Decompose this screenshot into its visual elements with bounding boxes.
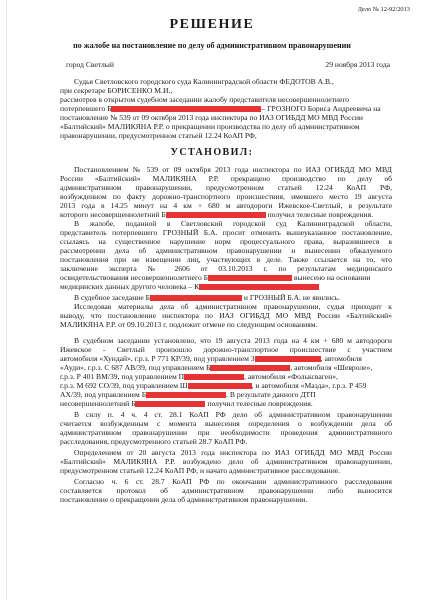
document-city: город Светлый <box>66 61 114 69</box>
case-number: Дело № 12-92/2013 <box>357 6 410 13</box>
redaction-bar <box>150 295 242 301</box>
document-subtitle: по жалобе на постановление по делу об административном правонарушении <box>73 41 351 50</box>
section-heading: УСТАНОВИЛ: <box>170 147 254 158</box>
text-fragment: , автомобиля «Фольксваген», <box>244 373 338 381</box>
body-line: 2013 года в 14.25 минут на 4 км + 680 м автодороги Ижевское-Светлый, в результате <box>60 202 392 210</box>
redaction-bar <box>210 365 290 371</box>
body-line: России «Балтийский» МАЛИКЯНА Р.Р. прекращено производство по делу об <box>60 175 392 183</box>
page-edge-shadow <box>6 0 7 600</box>
body-line: Постановлением № 539 от 09 октября 2013 года инспектора по ИАЗ ОГИБДД МО МВД <box>74 166 392 174</box>
body-line-redacted <box>60 391 392 399</box>
text-fragment: освидетельствования несовершеннолетнего Б <box>60 274 209 282</box>
body-line: административном правонарушении при необходимости проведения административного <box>60 429 392 437</box>
body-line: постановление № 539 от 09 октября 2013 года инспектора по ИАЗ ОГИБДД МО МВД России <box>60 114 363 122</box>
text-fragment: которого несовершеннолетний Б <box>60 211 166 219</box>
body-line: административном правонарушении, предусмотренном статьей 12.24 КоАП РФ, <box>60 184 392 192</box>
redaction-bar <box>166 212 266 218</box>
text-fragment: и ГРОЗНЫЙ Б.А. не явились. <box>243 294 340 302</box>
text-fragment: медицинских данных другого человека – К <box>60 283 200 291</box>
body-line: расследования, предусмотренного статьей 28.7 КоАП РФ. <box>60 438 248 446</box>
text-fragment: г.р.з. М 692 СО/39, под управлением Ш <box>60 382 188 390</box>
body-line: постановления при не извещении лиц, участвующих в деле. Также ссылается на то, что <box>60 256 392 264</box>
body-line: В судебном заседании установлено, что 19 августа 2013 года на 4 км + 680 м автодороги <box>74 337 392 345</box>
body-line: правонарушении, предусмотренном статьей 12.24 КоАП РФ, <box>60 132 257 140</box>
body-line: Определением от 20 августа 2013 года инспектора по ИАЗ ОГИБДД МО МВД России <box>74 449 392 457</box>
body-line: В силу п. 4 ч. 4 ст. 28.1 КоАП РФ дело об административном правонарушении <box>74 411 392 419</box>
text-fragment: вынесено на основании <box>293 274 371 282</box>
text-fragment: . В результате данного ДТП <box>226 391 316 399</box>
redaction-bar <box>208 275 292 281</box>
text-fragment: «Ауди», г.р.з. С 687 АВ/39, под управлением Б <box>60 364 211 372</box>
text-fragment: , автомобиля «Шевроле», <box>290 364 373 372</box>
body-line-redacted <box>60 283 392 291</box>
body-line: «Балтийский» МАЛИКЯНА Р.Р. возбуждено дело об административном правонарушении, <box>60 458 392 466</box>
text-fragment: получил телесные повреждения. <box>267 211 373 219</box>
body-line: МАЛИКЯНА Р.Р. от 09.10.2013 г. подлежит отмене по следующим основаниям. <box>60 321 318 329</box>
text-fragment: потерпевшего Б <box>60 105 112 113</box>
text-fragment: получил телесные повреждения. <box>207 400 313 408</box>
text-fragment: , автомобиля <box>320 355 362 363</box>
body-line: возбужденном по факту дорожно-транспортного происшествия, имевшего место 19 августа <box>60 193 392 201</box>
body-line: считается возбужденным с момента вынесения определения о возбуждении дела об <box>60 420 392 428</box>
redaction-bar <box>188 383 252 389</box>
body-line-redacted <box>60 364 392 372</box>
body-line: постановление о прекращении дела об административном правонарушении. <box>60 496 308 504</box>
body-line: составляется протокол об административном правонарушении либо выносится <box>60 487 392 495</box>
text-fragment: несовершеннолетний Б <box>60 400 136 408</box>
redaction-bar <box>184 374 244 380</box>
text-fragment: автомобиля «Хундай», г.р.з. Р 771 КР/39, под управлением З <box>60 355 255 363</box>
body-line: рассмотрении дела об административном правонарушении и вынесении обжалуемого <box>60 247 392 255</box>
body-line: Ижевское - Светлый произошло дорожно-транспортное происшествие с участием <box>60 346 392 354</box>
redaction-bar <box>146 392 226 398</box>
body-line-redacted <box>60 373 392 381</box>
body-line: В жалобе, поданной в Светловский городской суд Калининградской области, <box>74 220 392 228</box>
body-line: Согласно ч. 6 ст. 28.7 КоАП РФ по окончании административного расследования <box>74 478 392 486</box>
text-fragment: АХ/39, под управлением Б <box>60 391 147 399</box>
body-line: «Балтийский» МАЛИКЯНА Р.Р. о прекращении производства по делу об административном <box>60 123 360 131</box>
text-fragment: В судебное заседание Б <box>74 294 150 302</box>
body-line: Судья Светловского городского суда Калининградской области ФЕДОТОВ А.В., <box>74 78 334 86</box>
document-date: 29 ноября 2013 года <box>325 61 390 69</box>
body-line-redacted <box>60 274 392 282</box>
body-line: Исследовав материалы дела об административном правонарушении, судья приходит к <box>74 303 392 311</box>
body-line: ссылаясь на существенное нарушение норм процессуального права, выразившееся в <box>60 238 392 246</box>
document-title: РЕШЕНИЕ <box>169 17 255 32</box>
redaction-bar <box>199 284 319 290</box>
redaction-bar <box>135 401 205 407</box>
body-line-redacted <box>60 355 392 363</box>
body-line-redacted <box>60 400 392 408</box>
body-line-redacted <box>60 211 392 219</box>
text-fragment: г.р.з. Р 401 ВМ/39, под управлением П <box>60 373 185 381</box>
body-line-redacted <box>74 294 392 302</box>
body-line: рассмотрев в открытом судебном заседании жалобу представителя несовершеннолетнего <box>60 96 350 104</box>
text-fragment: , и автомобиля «Мазда», г.р.з. Р 459 <box>251 382 367 390</box>
body-line: при секретаре БОРИСЕНКО М.И., <box>60 87 173 95</box>
redaction-bar <box>255 356 321 362</box>
redaction-bar <box>111 106 261 112</box>
body-line: представитель потерпевшего ГРОЗНЫЙ Б.А. просит отменить вышеуказанное постановление, <box>60 229 392 237</box>
body-line: заключение эксперта № 2606 от 03.10.2013 г. по результатам медицинского <box>60 265 392 273</box>
body-line: предусмотренном статьей 12.24 КоАП РФ, и начато административное расследование. <box>60 467 341 475</box>
body-line: выводу, что постановление инспектора по ИАЗ ОГИБДД МО МВД России «Балтийский» <box>60 312 392 320</box>
text-fragment: – ГРОЗНОГО Бориса Андреевича на <box>261 105 381 113</box>
body-line-redacted <box>60 105 392 113</box>
body-line-redacted <box>60 382 392 390</box>
